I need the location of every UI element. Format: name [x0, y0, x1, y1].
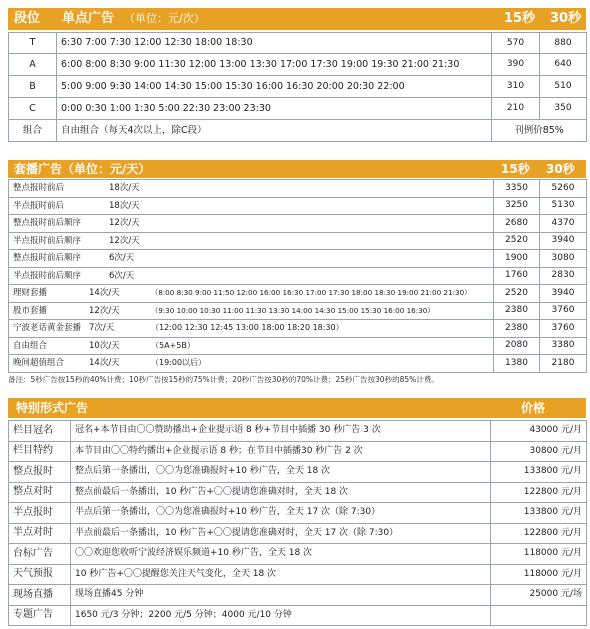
- price-30s: 640: [540, 54, 587, 76]
- special-name: 栏目特约: [9, 441, 71, 462]
- header-package-title: 套播广告（单位：元/天）: [14, 162, 151, 176]
- times-cell: 6:30 7:00 7:30 12:00 12:30 18:00 18:30: [57, 33, 492, 54]
- package-name: 整点报时前后: [13, 183, 65, 193]
- table-row: [9, 462, 587, 483]
- segment-cell: T: [9, 33, 57, 54]
- table-row: [9, 585, 587, 606]
- package-ad-header: [8, 160, 586, 178]
- package-frequency: 12次/天: [109, 218, 140, 228]
- table-row: [9, 232, 587, 250]
- combo-label: 组合: [9, 120, 57, 142]
- package-frequency: 14次/天: [89, 288, 120, 298]
- table-row: [9, 544, 587, 565]
- package-name: 整点报时前后顺序: [13, 218, 82, 228]
- package-name: 自由组合: [13, 340, 48, 351]
- special-price: 25000 元/场: [491, 585, 587, 606]
- special-price: 133800 元/月: [491, 503, 587, 524]
- price-15s: 210: [492, 98, 540, 120]
- price-15s: 2080: [494, 337, 540, 355]
- package-desc-cell: [9, 320, 494, 338]
- special-price: [491, 605, 587, 626]
- special-desc: 半点后第一条播出，〇〇为您准确报时+10 秒广告，全天 17 次（除 7:30）: [71, 503, 491, 524]
- table-row: [9, 215, 587, 233]
- times-cell: 6:00 8:00 8:30 9:00 11:30 12:00 13:00 13:30 17:00 17:30 19:00 19:30 21:00 21:30: [57, 54, 492, 76]
- header-spot-unit: （单位：元/次）: [124, 12, 205, 25]
- package-ad-section: [8, 160, 586, 385]
- segment-cell: B: [9, 76, 57, 98]
- special-price: 118000 元/月: [491, 564, 587, 585]
- table-row: [9, 482, 587, 503]
- package-name: 晚间超值组合: [13, 358, 65, 368]
- segment-cell: C: [9, 98, 57, 120]
- price-15s: 390: [492, 54, 540, 76]
- package-desc-cell: [9, 180, 494, 198]
- special-name: 天气预报: [9, 564, 71, 585]
- special-desc: 半点前最后一条播出，10 秒广告+〇〇提请您准确对时，全天 17 次（除 7:30）: [71, 523, 491, 544]
- special-desc: 〇〇欢迎您收听宁波经济娱乐频道+10 秒广告，全天 18 次: [71, 544, 491, 565]
- price-30s: 2830: [540, 267, 587, 285]
- special-price: 133800 元/月: [491, 462, 587, 483]
- package-schedule: （9:30 10:00 10:30 11:00 11:30 13:30 14:00 14:30 15:00 15:30 16:00 16:30）: [151, 305, 435, 315]
- price-15s: 2380: [494, 302, 540, 320]
- segment-cell: A: [9, 54, 57, 76]
- price-30s: 5130: [540, 197, 587, 215]
- table-row: [9, 180, 587, 198]
- price-30s: 3940: [540, 285, 587, 303]
- price-15s: 2520: [494, 232, 540, 250]
- price-30s: 350: [540, 98, 587, 120]
- table-row: [9, 33, 587, 54]
- price-15s: 2520: [494, 285, 540, 303]
- special-name: 现场直播: [9, 585, 71, 606]
- special-desc: 整点前最后一条播出，10 秒广告+〇〇提请您准确对时，全天 18 次: [71, 482, 491, 503]
- special-name: 整点报时: [9, 462, 71, 483]
- table-row: [9, 54, 587, 76]
- package-name: 半点报时前后: [13, 200, 65, 211]
- package-desc-cell: [9, 232, 494, 250]
- special-ad-table: [8, 420, 587, 626]
- price-30s: 5260: [540, 180, 587, 198]
- combo-price: 刊例价85%: [492, 120, 587, 142]
- package-schedule: （12:00 12:30 12:45 13:00 18:00 18:20 18:30）: [151, 323, 344, 332]
- package-frequency: 18次/天: [109, 200, 140, 211]
- price-30s: 4370: [540, 215, 587, 233]
- combo-desc: 自由组合（每天4次以上，除C段）: [57, 120, 492, 142]
- table-row: [9, 120, 587, 142]
- header-30s: 30秒: [546, 162, 575, 176]
- price-30s: 3760: [540, 302, 587, 320]
- table-row: [9, 197, 587, 215]
- table-row: [9, 76, 587, 98]
- price-15s: 1380: [494, 355, 540, 373]
- table-row: [9, 250, 587, 268]
- table-row: [9, 267, 587, 285]
- price-15s: 3350: [494, 180, 540, 198]
- pricing-note: 备注：5秒广告按15秒的40%计费；10秒广告按15秒的75%计费；20秒广告按30秒的70%计费；25秒广告按30秒的85%计费。: [8, 375, 439, 384]
- package-frequency: 7次/天: [89, 323, 115, 333]
- special-price: 118000 元/月: [491, 544, 587, 565]
- package-frequency: 12次/天: [89, 305, 120, 316]
- special-name: 整点对时: [9, 482, 71, 503]
- package-schedule: （5A+5B）: [151, 340, 195, 350]
- package-desc-cell: [9, 215, 494, 233]
- price-30s: 510: [540, 76, 587, 98]
- price-30s: 3940: [540, 232, 587, 250]
- header-15s: 15秒: [504, 11, 536, 26]
- table-row: [9, 302, 587, 320]
- package-desc-cell: [9, 197, 494, 215]
- package-desc-cell: [9, 267, 494, 285]
- price-30s: 2180: [540, 355, 587, 373]
- special-desc: 本节目由〇〇特约播出+企业提示语 8 秒；在节目中插播30 秒广告 2 次: [71, 441, 491, 462]
- price-30s: 3080: [540, 250, 587, 268]
- special-desc: 10 秒广告+〇〇提醒您关注天气变化，全天 18 次: [71, 564, 491, 585]
- header-special-title: 特别形式广告: [16, 401, 89, 415]
- table-row: [9, 337, 587, 355]
- price-15s: 1760: [494, 267, 540, 285]
- price-15s: 570: [492, 33, 540, 54]
- price-30s: 3380: [540, 337, 587, 355]
- package-schedule: （8:00 8:30 9:00 11:50 12:00 16:00 16:30 17:00 17:30 18:00 18:30 19:00 21:00 21:30）: [151, 288, 472, 297]
- table-row: [9, 605, 587, 626]
- price-30s: 880: [540, 33, 587, 54]
- special-price: 30800 元/月: [491, 441, 587, 462]
- table-row: [9, 285, 587, 303]
- special-name: 台标广告: [9, 544, 71, 565]
- special-desc: 现场直播45 分钟: [71, 585, 491, 606]
- special-ad-header: [8, 398, 586, 418]
- header-segment: 段位: [14, 11, 41, 26]
- package-desc-cell: [9, 302, 494, 320]
- spot-ad-header: [8, 8, 586, 30]
- price-15s: 3250: [494, 197, 540, 215]
- spot-ad-table: [8, 32, 587, 142]
- package-desc-cell: [9, 285, 494, 303]
- price-15s: 2680: [494, 215, 540, 233]
- special-name: 专题广告: [9, 605, 71, 626]
- table-row: [9, 564, 587, 585]
- package-frequency: 10次/天: [89, 340, 120, 351]
- package-name: 半点报时前后顺序: [13, 235, 82, 246]
- table-row: [9, 523, 587, 544]
- special-desc: 整点后第一条播出，〇〇为您准确报时+10 秒广告，全天 18 次: [71, 462, 491, 483]
- package-frequency: 18次/天: [109, 183, 140, 193]
- special-desc: 1650 元/3 分钟；2200 元/5 分钟；4000 元/10 分钟: [71, 605, 491, 626]
- package-name: 股市套播: [13, 305, 48, 316]
- special-price: 122800 元/月: [491, 523, 587, 544]
- package-name: 整点报时前后顺序: [13, 253, 82, 263]
- package-desc-cell: [9, 355, 494, 373]
- special-desc: 冠名+本节目由〇〇赞助播出+企业提示语 8 秒+节目中插播 30 秒广告 3 次: [71, 421, 491, 442]
- package-frequency: 14次/天: [89, 358, 120, 368]
- special-name: 栏目冠名: [9, 421, 71, 442]
- header-30s: 30秒: [550, 11, 582, 26]
- special-ad-section: [8, 398, 586, 626]
- price-15s: 1900: [494, 250, 540, 268]
- special-name: 半点报时: [9, 503, 71, 524]
- price-15s: 2380: [494, 320, 540, 338]
- price-15s: 310: [492, 76, 540, 98]
- table-row: [9, 441, 587, 462]
- special-price: 122800 元/月: [491, 482, 587, 503]
- special-name: 半点对时: [9, 523, 71, 544]
- table-row: [9, 320, 587, 338]
- price-30s: 3760: [540, 320, 587, 338]
- table-row: [9, 421, 587, 442]
- table-row: [9, 355, 587, 373]
- package-desc-cell: [9, 337, 494, 355]
- package-frequency: 12次/天: [109, 235, 140, 246]
- times-cell: 0:00 0:30 1:00 1:30 5:00 22:30 23:00 23:30: [57, 98, 492, 120]
- times-cell: 5:00 9:00 9:30 14:00 14:30 15:00 15:30 16:00 16:30 20:00 20:30 22:00: [57, 76, 492, 98]
- header-15s: 15秒: [501, 162, 530, 176]
- special-price: 43000 元/月: [491, 421, 587, 442]
- package-ad-table: [8, 179, 587, 373]
- package-name: 半点报时前后顺序: [13, 270, 82, 281]
- package-name: 理财套播: [13, 288, 48, 298]
- table-row: [9, 98, 587, 120]
- package-schedule: （19:00以后）: [151, 358, 207, 367]
- package-frequency: 6次/天: [109, 253, 135, 263]
- table-row: [9, 503, 587, 524]
- package-name: 宁波老话黄金套播: [13, 323, 82, 333]
- package-frequency: 6次/天: [109, 270, 135, 281]
- header-price: 价格: [521, 401, 546, 415]
- header-spot-ad: 单点广告: [62, 11, 115, 26]
- package-desc-cell: [9, 250, 494, 268]
- spot-ad-section: [8, 8, 586, 145]
